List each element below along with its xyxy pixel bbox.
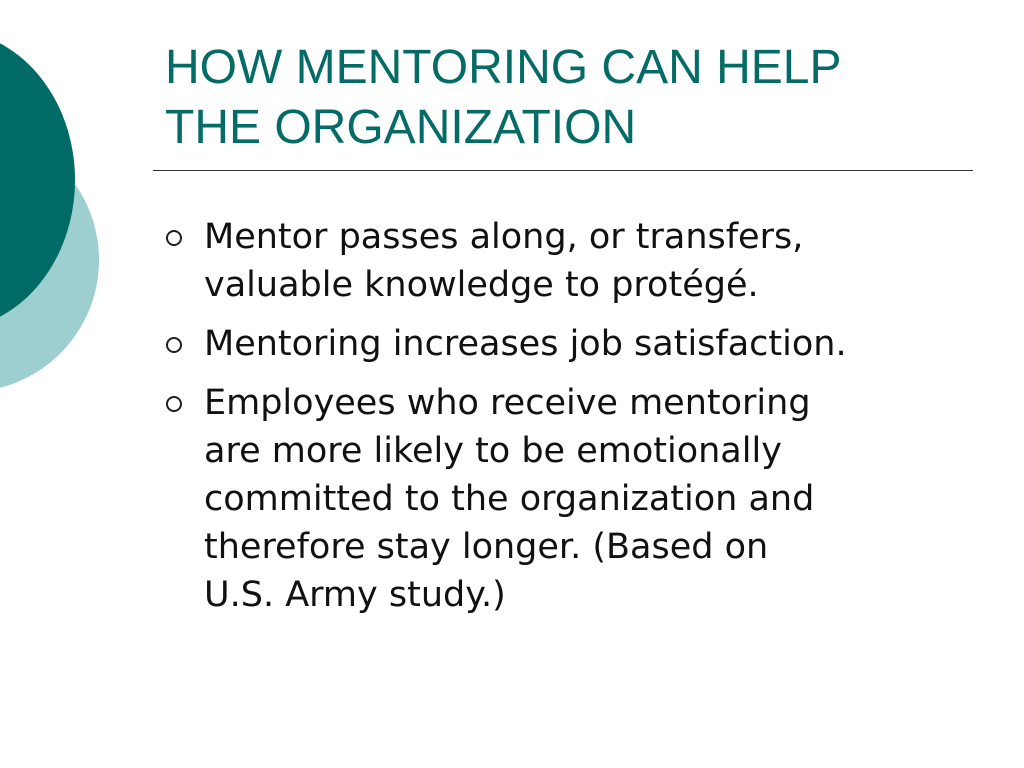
- bullet-item-3-line-2: are more likely to be emotionally: [204, 431, 782, 471]
- bullet-item-1-line-1: Mentor passes along, or transfers,: [204, 217, 804, 257]
- bullet-item-2-line-1: Mentoring increases job satisfaction.: [204, 324, 847, 364]
- bullet-item-3: [166, 379, 986, 619]
- bullet-item-3-line-5: U.S. Army study.): [204, 575, 506, 615]
- hollow-circle-icon: [166, 396, 182, 412]
- bullet-item-3-line-3: committed to the organization and: [204, 479, 815, 519]
- bullet-item-1: [166, 213, 986, 309]
- bullet-item-3-line-1: Employees who receive mentoring: [204, 383, 811, 423]
- hollow-circle-icon: [166, 337, 182, 353]
- bullet-item-3-line-4: therefore stay longer. (Based on: [204, 527, 769, 567]
- decorative-circles: [0, 0, 110, 420]
- bullet-list: [166, 213, 986, 630]
- bullet-item-1-line-2: valuable knowledge to protégé.: [204, 265, 759, 305]
- slide-title-line-2: THE ORGANIZATION: [165, 101, 637, 154]
- slide-title: [165, 38, 985, 158]
- slide-title-line-1: HOW MENTORING CAN HELP: [165, 41, 842, 94]
- bullet-item-2: [166, 320, 986, 368]
- hollow-circle-icon: [166, 230, 182, 246]
- title-divider: [153, 170, 973, 171]
